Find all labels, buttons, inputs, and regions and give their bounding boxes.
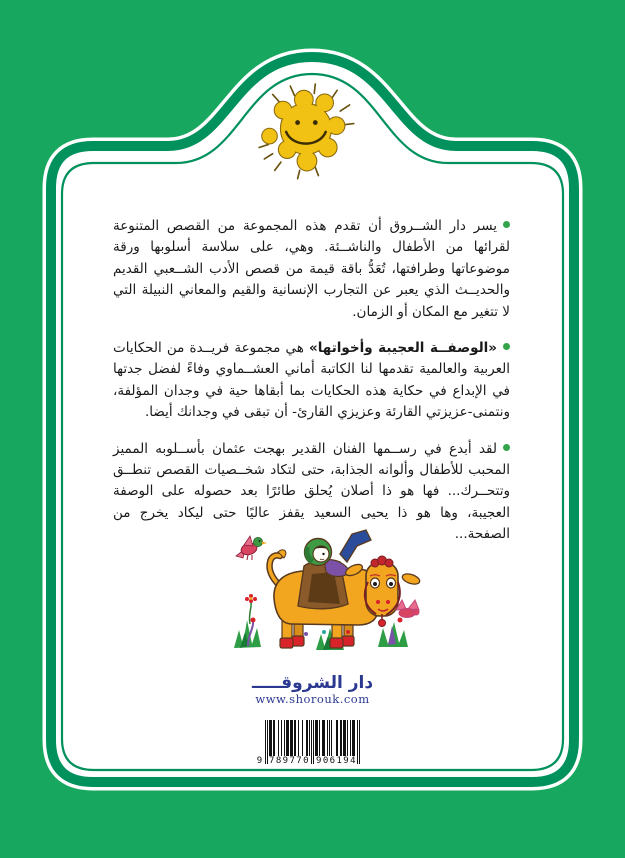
- barcode-digits-left: 789770: [269, 756, 310, 766]
- sun-illustration: [256, 82, 360, 186]
- cow-face: [366, 562, 398, 616]
- cow-ear: [401, 572, 421, 586]
- cow-bell: [379, 620, 386, 627]
- bullet-icon: [503, 444, 510, 451]
- rider-leg: [340, 530, 371, 562]
- barcode-digit-first: 9: [256, 756, 263, 766]
- publisher-logo: دار الشروقـــــ: [251, 673, 374, 693]
- blurb-text: [113, 216, 510, 561]
- ground-dots: [304, 630, 350, 636]
- cow-rider-illustration: [228, 516, 430, 656]
- blurb-paragraph-2: [113, 338, 510, 424]
- publisher-url: www.shorouk.com: [255, 692, 370, 706]
- blurb-paragraph-1: [113, 216, 510, 323]
- cow-forelock: [371, 556, 393, 567]
- paragraph-text: لقد أبدع في رســمها الفنان القدير بهجت عثمان بأســلوبه المميز المحبب للأطفال وألوانه الجذابة، حتى لتكاد شخــصيات القصص تنطــق وتتحــرك... فها هو ذا أصلان يُحلق طائرًا بعد حصوله على الوصفة العجيبة، وها هو ذا يحيى السعيد يقفز عاليًا حتى ليكاد يخرج من الصفحة...: [113, 440, 510, 543]
- paragraph-text: يسر دار الشــروق أن تقدم هذه المجموعة من القصص المتنوعة لقرائها من الأطفال والناشــئة. وهي، على سلاسة أسلوبها ورقة موضوعاتها وطرافتها، تُعَدُّ باقة قيمة من قصص الأدب الشــعبي القديم والحديــث الذي يعبر عن التجارب الإنسانية والقيم والمعاني النبيلة التي لا تتغير مع المكان أو الزمان.: [113, 218, 510, 320]
- barcode-digits-right: 906194: [316, 756, 357, 766]
- publisher-block: [0, 673, 625, 706]
- paragraph-text: هي مجموعة فريــدة من الحكايات العربية والعالمية تقدمها لنا الكاتبة أماني العشــماوي وفاءً لفضل جدتها في الإبداع في حكاية هذه الحكايات بما أبقاها حية في وجدان المؤلفة، ونتمنى-عزيزتي القارئة وعزيزي القارئ- أن تبقى في وجدانك أيضا.: [113, 340, 510, 421]
- bullet-icon: [503, 221, 510, 228]
- bird-right: [396, 600, 419, 618]
- book-title: «الوصفــة العجيبة وأخواتها»: [309, 340, 497, 357]
- barcode: [253, 720, 373, 770]
- barcode-digits: [253, 756, 373, 767]
- bird-left: [236, 536, 267, 560]
- bullet-icon: [503, 343, 510, 350]
